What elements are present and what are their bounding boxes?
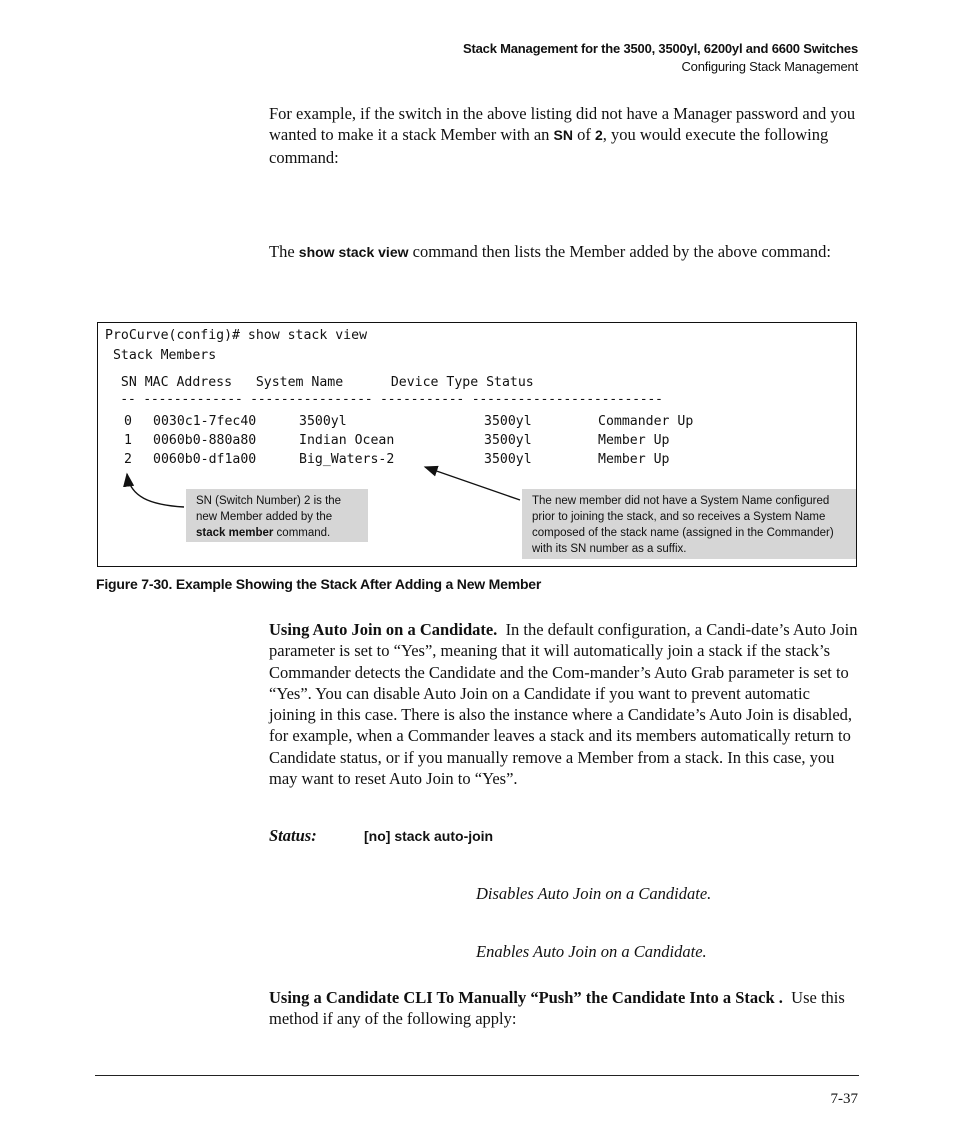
intro-text-a: For example, if the switch in the above listing did not have a Manager password and you wanted to make it a stack Member with an	[269, 104, 856, 145]
row-name-0: 3500yl	[299, 414, 347, 429]
row-name-2: Big_Waters-2	[299, 452, 395, 467]
row-type-0: 3500yl	[484, 414, 532, 429]
status-label: Status:	[269, 826, 317, 845]
auto-join-section	[269, 619, 859, 789]
auto-join-command: [no] stack auto-join	[364, 828, 494, 844]
callout-left-text-c: command.	[273, 527, 331, 539]
row-sn-1: 1	[124, 433, 132, 448]
row-sn-2: 2	[124, 452, 132, 467]
row-mac-0: 0030c1-7fec40	[153, 414, 257, 429]
row-status-1: Member Up	[598, 433, 670, 448]
row-name-1: Indian Ocean	[299, 433, 395, 448]
terminal-stack-members-line: Stack Members	[105, 348, 217, 363]
auto-join-heading: Using Auto Join on a Candidate.	[269, 620, 498, 639]
intro-p2-text-b: command then lists the Member added by the above command:	[408, 242, 831, 261]
arrow-to-sn-2	[127, 474, 184, 507]
callout-left-text-a: SN (Switch Number) 2 is the new Member added by the	[196, 495, 342, 523]
footer-rule	[95, 1075, 859, 1076]
sn-term: SN	[553, 127, 573, 144]
intro-p2-text-a: The	[269, 242, 299, 261]
row-type-2: 3500yl	[484, 452, 532, 467]
push-candidate-section	[269, 987, 859, 1030]
callout-new-member-sn	[186, 489, 368, 542]
running-header-section: Configuring Stack Management	[681, 59, 858, 74]
figure-caption: Figure 7-30. Example Showing the Stack After Adding a New Member	[96, 576, 542, 592]
terminal-prompt-line: ProCurve(config)# show stack view	[105, 328, 368, 343]
push-candidate-heading: Using a Candidate CLI To Manually “Push” the Candidate Into a Stack .	[269, 988, 783, 1007]
sn-value: 2	[595, 127, 603, 144]
running-header-title: Stack Management for the 3500, 3500yl, 6200yl and 6600 Switches	[463, 41, 858, 56]
row-mac-1: 0060b0-880a80	[153, 433, 257, 448]
arrow-to-system-name	[425, 467, 520, 500]
row-sn-0: 0	[124, 414, 132, 429]
row-mac-2: 0060b0-df1a00	[153, 452, 257, 467]
auto-join-body: In the default configuration, a Candi-date’s Auto Join parameter is set to “Yes”, meaning that it will automatically join a stack if the stack’s Commander detects the Candidate and the Com-mander’s Auto Grab parameter is set to “Yes”. You can disable Auto Join on a Candidate if you want to prevent automatic joining in this case. There is also the instance where a Candidate’s Auto Join is disabled, for example, when a Commander leaves a stack and its members automatically return to Candidate status, or if you manually remove a Member from a stack. In this case, you may want to reset Auto Join to “Yes”.	[269, 620, 858, 789]
intro-text-b: of	[573, 125, 595, 145]
terminal-column-rule: -- ------------- ---------------- ----------- -------------------------	[105, 392, 663, 407]
row-type-1: 3500yl	[484, 433, 532, 448]
push-candidate-body: Use this method if any of the following apply:	[269, 988, 845, 1029]
callout-system-name: The new member did not have a System Name configured prior to joining the stack, and so receives a System Name composed of the stack name (assigned in the Commander) with its SN number as a suffix.	[522, 489, 856, 559]
row-status-2: Member Up	[598, 452, 670, 467]
callout-left-command: stack member	[196, 527, 274, 539]
enable-auto-join-description: Enables Auto Join on a Candidate.	[476, 942, 707, 961]
page-number: 7-37	[830, 1091, 858, 1107]
terminal-column-header: SN MAC Address System Name Device Type Status	[105, 375, 534, 390]
intro-text-c: , you would execute the following command:	[269, 125, 829, 167]
disable-auto-join-description: Disables Auto Join on a Candidate.	[476, 884, 712, 903]
row-status-0: Commander Up	[598, 414, 694, 429]
show-stack-view-command: show stack view	[298, 244, 409, 260]
